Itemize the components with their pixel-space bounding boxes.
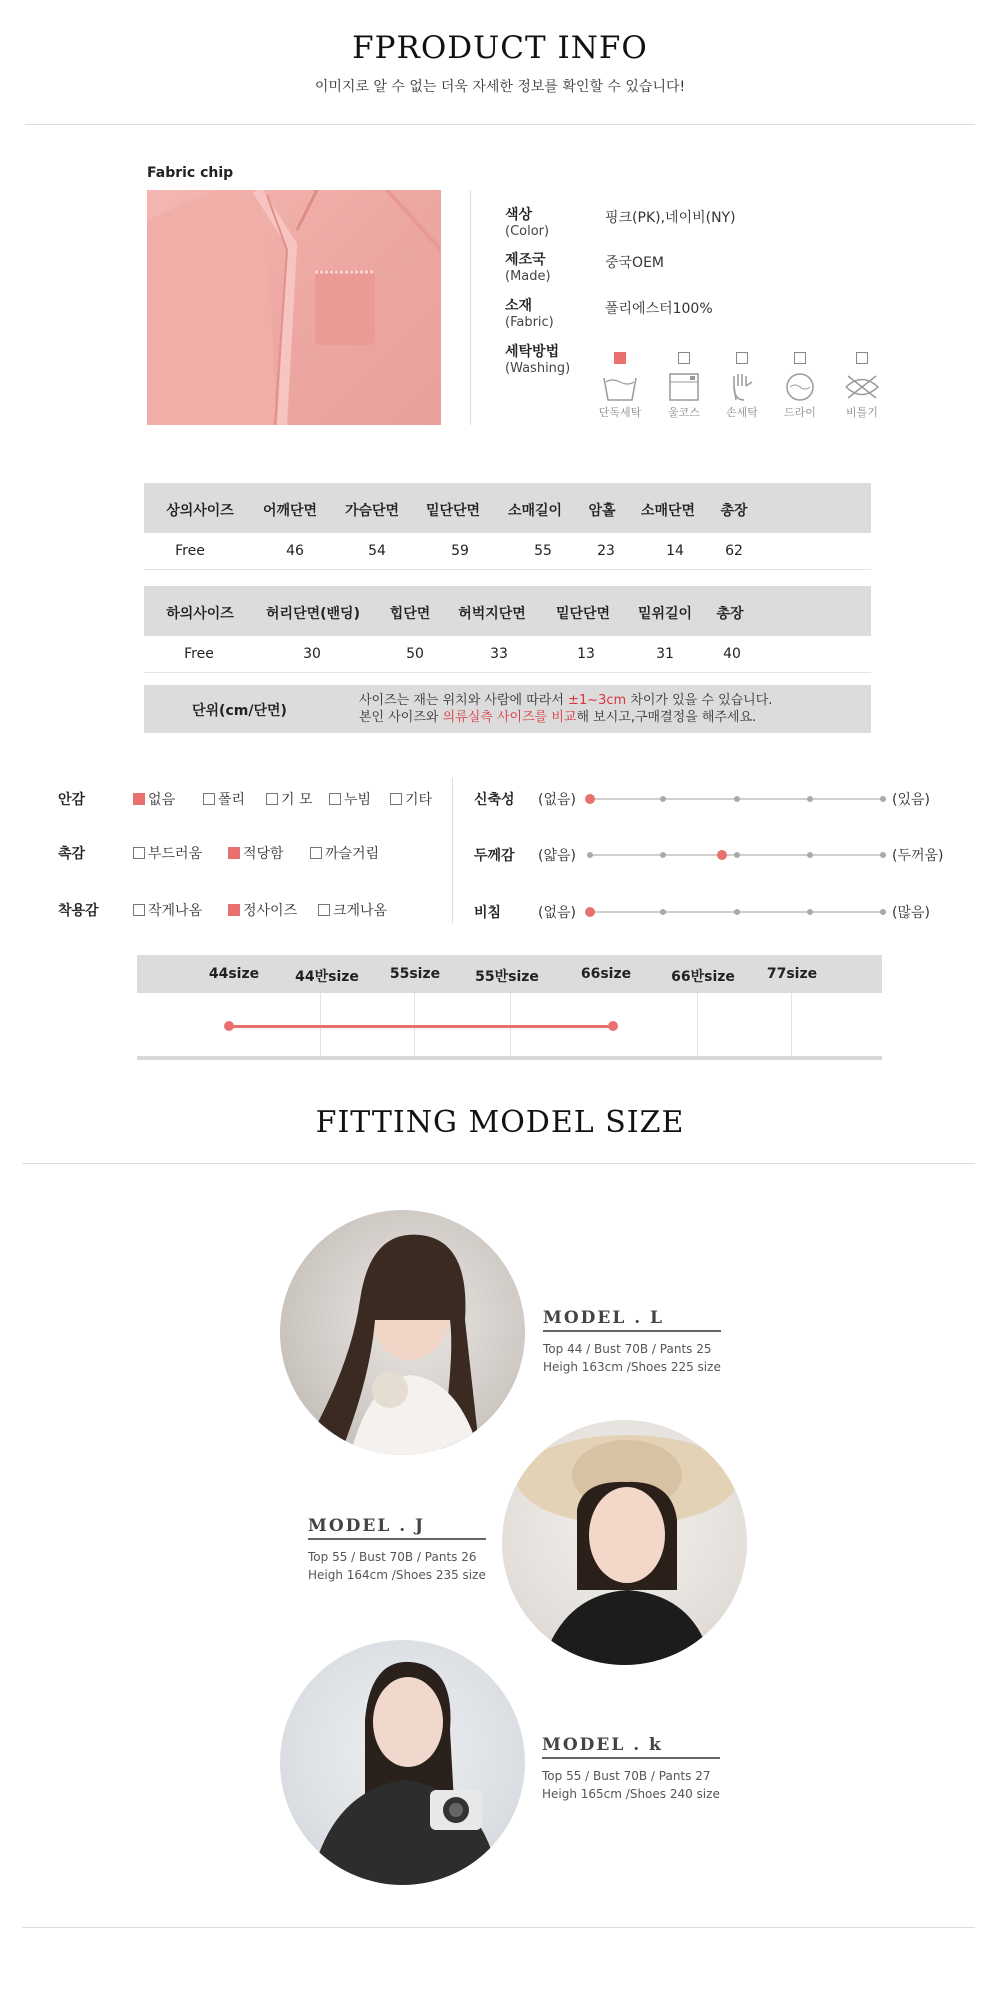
- table-cell: 23: [597, 543, 615, 559]
- made-sub: (Made): [505, 269, 551, 284]
- wash-label: 울코스: [668, 406, 700, 419]
- lining-option[interactable]: [329, 789, 371, 809]
- wash-option-dry[interactable]: [770, 352, 830, 420]
- model-photo-k: [280, 1640, 525, 1885]
- size-range-bar: [229, 1025, 613, 1028]
- touch-option[interactable]: [133, 843, 202, 863]
- material-value: 폴리에스터100%: [605, 301, 713, 317]
- scale-left-label: (없음): [538, 905, 576, 921]
- model-j-image: [502, 1420, 747, 1665]
- unit-note-box: [144, 685, 871, 733]
- color-sub: (Color): [505, 224, 550, 239]
- washing-label: 세탁방법: [505, 344, 560, 360]
- model-j-info: [308, 1516, 486, 1584]
- table-cell: 55: [534, 543, 552, 559]
- checkbox[interactable]: [203, 793, 215, 805]
- scale-tick: [660, 909, 666, 915]
- color-label: 색상: [505, 207, 533, 223]
- scale-marker: [717, 850, 727, 860]
- hand-wash-tub-icon: [602, 372, 638, 402]
- scale-right-label: (많음): [892, 905, 930, 921]
- scale-tick: [734, 909, 740, 915]
- vertical-divider: [470, 190, 471, 425]
- wash-label: 손세탁: [726, 406, 758, 419]
- scale-tick: [660, 796, 666, 802]
- top-size-col: 소매단면: [640, 503, 696, 519]
- material-sub: (Fabric): [505, 315, 554, 330]
- scale-label: 비침: [474, 905, 502, 921]
- size-column-divider: [791, 993, 792, 1056]
- table-cell: 40: [723, 646, 741, 662]
- checkbox-checked[interactable]: [614, 352, 626, 364]
- top-size-col: 밑단단면: [425, 503, 481, 519]
- bottom-size-col: 총장: [716, 606, 744, 622]
- scale-tick: [734, 852, 740, 858]
- bottom-size-header: [144, 586, 871, 636]
- unit-note: [359, 692, 772, 726]
- scale-tick: [880, 852, 886, 858]
- note-text: 본인 사이즈와: [359, 710, 443, 725]
- wash-option-wring[interactable]: [832, 352, 892, 420]
- material-label: 소재: [505, 298, 533, 314]
- scale-marker: [585, 907, 595, 917]
- wash-label: 단독세탁: [598, 406, 642, 419]
- top-size-col: 소매길이: [507, 503, 563, 519]
- table-cell: 30: [303, 646, 321, 662]
- scale-tick: [807, 852, 813, 858]
- washing-prop: [505, 344, 570, 376]
- no-wring-icon: [842, 372, 882, 402]
- model-l-info: [543, 1308, 721, 1376]
- touch-option[interactable]: [310, 843, 379, 863]
- option-label: 폴리: [218, 792, 246, 808]
- made-prop: [505, 252, 551, 284]
- page-title: FPRODUCT INFO: [352, 30, 648, 66]
- model-l-image: [280, 1210, 525, 1455]
- bottom-size-col: 밑단단면: [555, 606, 611, 622]
- note-highlight: ±1~3cm: [568, 693, 627, 708]
- note-text: 사이즈는 재는 위치와 사람에 따라서: [359, 693, 569, 708]
- washing-sub: (Washing): [505, 361, 571, 376]
- note-highlight: 의류실측 사이즈를 비교: [442, 710, 577, 725]
- option-label: 없음: [148, 792, 176, 808]
- model-photo-l: [280, 1210, 525, 1455]
- size-range-endpoint: [608, 1021, 618, 1031]
- bottom-size-col: 허벅지단면: [458, 606, 526, 622]
- hand-icon: [724, 372, 760, 402]
- scale-left-label: (얇음): [538, 848, 576, 864]
- divider: [22, 1927, 975, 1928]
- made-label: 제조국: [505, 252, 546, 268]
- table-cell: 50: [406, 646, 424, 662]
- bottom-size-row: [144, 636, 871, 672]
- table-cell: 13: [577, 646, 595, 662]
- note-text: 차이가 있을 수 있습니다.: [626, 693, 773, 708]
- dry-clean-icon: [782, 372, 818, 402]
- option-label: 기 모: [281, 792, 313, 808]
- scale-tick: [587, 852, 593, 858]
- table-cell: 31: [656, 646, 674, 662]
- option-label: 정사이즈: [243, 903, 298, 919]
- row-divider: [144, 672, 871, 673]
- color-value: 핑크(PK),네이비(NY): [605, 210, 736, 226]
- size-label: 66반size: [671, 969, 735, 985]
- option-label: 까슬거림: [325, 846, 380, 862]
- bottom-size-col: 힙단면: [389, 606, 431, 622]
- scale-label: 두께감: [474, 848, 515, 864]
- divider: [22, 1163, 975, 1164]
- checkbox[interactable]: [390, 793, 402, 805]
- checkbox[interactable]: [329, 793, 341, 805]
- option-label: 작게나옴: [148, 903, 203, 919]
- checkbox[interactable]: [310, 847, 322, 859]
- table-cell: Free: [175, 543, 205, 559]
- scale-tick: [880, 796, 886, 802]
- checkbox[interactable]: [133, 904, 145, 916]
- top-size-row: [144, 533, 871, 569]
- fabric-chip-label: Fabric chip: [147, 165, 234, 181]
- checkbox[interactable]: [678, 352, 690, 364]
- bottom-size-col: 밑위길이: [637, 606, 693, 622]
- wash-label: 비틀기: [846, 406, 878, 419]
- checkbox-checked[interactable]: [228, 904, 240, 916]
- option-label: 크게나옴: [333, 903, 388, 919]
- scale-tick: [734, 796, 740, 802]
- checkbox[interactable]: [318, 904, 330, 916]
- scale-tick: [660, 852, 666, 858]
- top-size-col: 총장: [720, 503, 748, 519]
- size-label: 77size: [766, 966, 818, 982]
- size-range-panel: [137, 955, 882, 1060]
- row-divider: [144, 569, 871, 570]
- fabric-chip-image: [147, 190, 441, 425]
- size-label: 66size: [580, 966, 632, 982]
- color-prop: [505, 207, 549, 239]
- top-size-col: 어깨단면: [262, 503, 318, 519]
- top-size-col: 암홀: [588, 503, 616, 519]
- model-stats: Heigh 165cm /Shoes 240 size: [542, 1787, 720, 1801]
- wash-option-hand-tub[interactable]: [590, 352, 650, 420]
- model-name: MODEL . L: [543, 1308, 721, 1332]
- lining-option[interactable]: [266, 789, 313, 809]
- model-name: MODEL . k: [542, 1735, 720, 1759]
- table-cell: 59: [451, 543, 469, 559]
- checkbox-checked[interactable]: [133, 793, 145, 805]
- fit-option[interactable]: [318, 900, 387, 920]
- wash-option-hand[interactable]: [712, 352, 772, 420]
- top-size-col: 가슴단면: [344, 503, 400, 519]
- fit-label: 착용감: [58, 903, 99, 919]
- lining-option[interactable]: [390, 789, 432, 809]
- divider: [25, 124, 975, 125]
- table-cell: 54: [368, 543, 386, 559]
- checkbox[interactable]: [856, 352, 868, 364]
- bottom-size-col: 하의사이즈: [166, 606, 234, 622]
- table-cell: 33: [490, 646, 508, 662]
- scale-right-label: (있음): [892, 792, 930, 808]
- table-cell: 62: [725, 543, 743, 559]
- fit-option[interactable]: [228, 900, 297, 920]
- option-label: 부드러움: [148, 846, 203, 862]
- size-label: 44size: [208, 966, 260, 982]
- checkbox-checked[interactable]: [228, 847, 240, 859]
- scale-label: 신축성: [474, 792, 515, 808]
- vertical-divider: [452, 778, 453, 923]
- size-label: 55size: [389, 966, 441, 982]
- scale-right-label: (두꺼움): [892, 848, 944, 864]
- table-cell: 46: [286, 543, 304, 559]
- scale-tick: [880, 909, 886, 915]
- fitting-title: FITTING MODEL SIZE: [315, 1105, 685, 1140]
- pink-shirt-image: [147, 190, 441, 425]
- made-value: 중국OEM: [605, 255, 664, 271]
- lining-label: 안감: [58, 792, 86, 808]
- lining-option[interactable]: [133, 789, 175, 809]
- option-label: 기타: [405, 792, 433, 808]
- washing-machine-icon: [666, 372, 702, 402]
- model-stats: Top 55 / Bust 70B / Pants 27: [542, 1769, 711, 1783]
- model-stats: Heigh 164cm /Shoes 235 size: [308, 1568, 486, 1582]
- size-label: 55반size: [475, 969, 539, 985]
- scale-tick: [807, 796, 813, 802]
- model-k-info: [542, 1735, 720, 1803]
- material-prop: [505, 298, 554, 330]
- checkbox[interactable]: [736, 352, 748, 364]
- page-subtitle: 이미지로 알 수 없는 더욱 자세한 정보를 확인할 수 있습니다!: [314, 79, 686, 95]
- size-range-endpoint: [224, 1021, 234, 1031]
- unit-label: 단위(cm/단면): [192, 703, 287, 719]
- touch-option[interactable]: [228, 843, 284, 863]
- model-stats: Top 55 / Bust 70B / Pants 26: [308, 1550, 477, 1564]
- top-size-header: [144, 483, 871, 533]
- size-range-base: [137, 1056, 882, 1060]
- note-text: 해 보시고,구매결정을 해주세요.: [576, 710, 757, 725]
- table-cell: Free: [184, 646, 214, 662]
- lining-option[interactable]: [203, 789, 245, 809]
- size-column-divider: [697, 993, 698, 1056]
- model-stats: Heigh 163cm /Shoes 225 size: [543, 1360, 721, 1374]
- table-cell: 14: [666, 543, 684, 559]
- option-label: 누빔: [344, 792, 372, 808]
- checkbox[interactable]: [794, 352, 806, 364]
- scale-tick: [807, 909, 813, 915]
- touch-label: 촉감: [58, 846, 86, 862]
- bottom-size-col: 허리단면(밴딩): [266, 606, 360, 622]
- option-label: 적당함: [243, 846, 284, 862]
- wash-label: 드라이: [784, 406, 816, 419]
- model-k-image: [280, 1640, 525, 1885]
- fit-option[interactable]: [133, 900, 202, 920]
- wash-option-wool[interactable]: [654, 352, 714, 420]
- scale-marker: [585, 794, 595, 804]
- model-stats: Top 44 / Bust 70B / Pants 25: [543, 1342, 712, 1356]
- top-size-col: 상의사이즈: [166, 503, 234, 519]
- model-name: MODEL . J: [308, 1516, 486, 1540]
- checkbox[interactable]: [133, 847, 145, 859]
- scale-left-label: (없음): [538, 792, 576, 808]
- checkbox[interactable]: [266, 793, 278, 805]
- model-photo-j: [502, 1420, 747, 1665]
- size-label: 44반size: [295, 969, 359, 985]
